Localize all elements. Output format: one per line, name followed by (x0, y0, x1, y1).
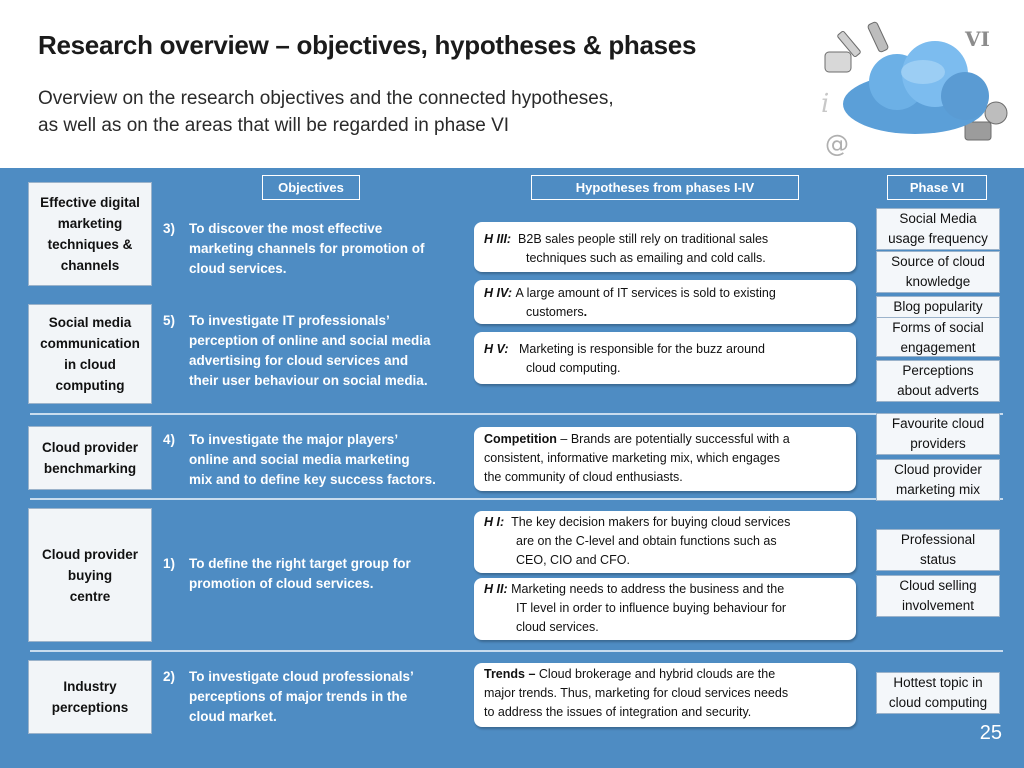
objective-number: 2) (163, 669, 176, 684)
objective-text: To discover the most effective (189, 221, 383, 236)
hypothesis-h4 (474, 280, 856, 324)
category-label: channels (60, 258, 120, 273)
phase-item-text: Hottest topic in (893, 675, 983, 690)
objective-number: 5) (163, 313, 176, 328)
phase-header: Phase VI (887, 175, 987, 200)
objectives-header: Objectives (262, 175, 360, 200)
phase-item-text: Perceptions (902, 363, 974, 378)
camera-icon (965, 122, 991, 140)
objective-text: advertising for cloud services and (189, 353, 409, 368)
phase-item-hottest-topic (876, 672, 1000, 714)
objective-number: 4) (163, 432, 176, 447)
phase-item-text: involvement (901, 598, 975, 613)
objective-4 (163, 430, 459, 490)
at-sign-icon: @ (825, 130, 849, 158)
phase-item-text: Cloud selling (899, 578, 977, 593)
category-label: Cloud provider (41, 440, 138, 455)
hypothesis-text: A large amount of IT services is sold to existing (515, 286, 776, 300)
hypothesis-text: the community of cloud enthusiasts. (484, 470, 683, 484)
objective-5 (163, 311, 459, 391)
objective-1 (163, 554, 459, 594)
hypothesis-h5 (474, 332, 856, 384)
objective-text: cloud services. (189, 261, 287, 276)
hypothesis-text: cloud computing. (526, 361, 621, 375)
objective-text: their user behaviour on social media. (189, 373, 428, 388)
category-label: benchmarking (43, 461, 137, 476)
hypothesis-text: Cloud brokerage and hybrid clouds are the (535, 667, 776, 681)
info-icon: i (821, 89, 830, 119)
hypothesis-label: H I: (484, 515, 505, 529)
objective-text: perceptions of major trends in the (189, 689, 408, 704)
hypothesis-h2 (474, 578, 856, 640)
hypothesis-text: customers (526, 305, 584, 319)
cloud-illustration (815, 12, 1020, 162)
category-label: in cloud (64, 357, 116, 372)
phase-item-blog-popularity (876, 296, 1000, 318)
section-divider (30, 650, 873, 652)
phase-item-source-knowledge (876, 251, 1000, 293)
phase-item-text: status (919, 552, 957, 567)
hypothesis-text: consistent, informative marketing mix, which engages (484, 451, 780, 465)
category-benchmarking (28, 426, 152, 490)
hypothesis-trends (474, 663, 856, 727)
section-divider (30, 498, 873, 500)
phase-item-text: engagement (900, 340, 976, 355)
phase-item-favourite-providers (876, 413, 1000, 455)
section-divider (873, 650, 1003, 652)
hypothesis-text: Marketing needs to address the business and the (511, 582, 785, 596)
phase-item-text: about adverts (897, 383, 979, 398)
hypothesis-text: CEO, CIO and CFO. (516, 553, 630, 567)
hypothesis-h1 (474, 511, 856, 573)
objective-text: To define the right target group for (189, 556, 411, 571)
category-label: marketing (57, 216, 123, 231)
hypothesis-text: The key decision makers for buying cloud services (511, 515, 791, 529)
phase-item-text: Professional (900, 532, 976, 547)
cloud-shape (843, 41, 989, 134)
hypothesis-text: to address the issues of integration and security. (484, 705, 752, 719)
objective-text: To investigate IT professionals’ (189, 313, 390, 328)
hypothesis-label: Trends – (484, 667, 536, 681)
category-digital-marketing (28, 182, 152, 286)
objective-text: mix and to define key success factors. (189, 472, 436, 487)
phase-item-text: Forms of social (892, 320, 984, 335)
category-buying-centre (28, 508, 152, 642)
phase-item-social-media-usage (876, 208, 1000, 250)
subtitle-line: Overview on the research objectives and the connected hypotheses, (38, 88, 614, 109)
phase-item-text: cloud computing (888, 695, 988, 710)
page-number: 25 (979, 722, 1002, 744)
phase-item-provider-marketing-mix (876, 459, 1000, 501)
phase-item-text: providers (910, 436, 966, 451)
hypothesis-h3 (474, 222, 856, 272)
gear-icon (985, 102, 1007, 124)
objective-text: perception of online and social media (189, 333, 431, 348)
hypothesis-text: B2B sales people still rely on traditional sales (518, 232, 769, 246)
hypothesis-competition (474, 427, 856, 491)
slide-subtitle (38, 85, 798, 139)
hypothesis-label: Competition (484, 432, 557, 446)
phase-item-text: usage frequency (888, 231, 988, 246)
hypothesis-label: H II: (484, 582, 508, 596)
objective-text: To investigate cloud professionals’ (189, 669, 414, 684)
objective-text: cloud market. (189, 709, 277, 724)
objective-text: marketing channels for promotion of (189, 241, 425, 256)
hypotheses-header: Hypotheses from phases I-IV (531, 175, 799, 200)
objective-text: promotion of cloud services. (189, 576, 374, 591)
objective-2 (163, 667, 459, 727)
wrench-icon (867, 21, 889, 52)
phase-item-text: marketing mix (895, 482, 981, 497)
hypothesis-label: H III: (484, 232, 512, 246)
hypothesis-text: are on the C-level and obtain functions such as (516, 534, 777, 548)
hypothesis-label: H IV: (484, 286, 513, 300)
category-label: buying (67, 567, 113, 583)
category-label: Industry (63, 679, 117, 694)
hypothesis-text: . (583, 305, 588, 319)
category-label: perceptions (51, 700, 129, 715)
objective-text: To investigate the major players’ (189, 432, 399, 447)
phase-item-text: Favourite cloud (891, 416, 985, 431)
hypothesis-text: IT level in order to influence buying behaviour for (516, 601, 787, 615)
category-social-media (28, 304, 152, 404)
objective-number: 3) (163, 221, 176, 236)
phase-item-text: Source of cloud (891, 254, 985, 269)
phase-item-text: Cloud provider (894, 462, 982, 477)
objective-3 (163, 219, 459, 279)
hypothesis-text: – Brands are potentially successful with a (556, 432, 790, 446)
cursor-hand-icon (825, 52, 851, 72)
subtitle-line: as well as on the areas that will be regarded in phase VI (38, 115, 510, 136)
category-label: Cloud provider (41, 546, 138, 562)
category-label: communication (40, 336, 140, 351)
category-label: computing (55, 378, 125, 393)
category-industry-perceptions (28, 660, 152, 734)
phase-item-professional-status (876, 529, 1000, 571)
hypothesis-text: techniques such as emailing and cold calls. (526, 251, 766, 265)
hypothesis-label: H V: (484, 342, 509, 356)
phase-item-social-engagement (876, 317, 1000, 357)
phase-item-text: Blog popularity (893, 299, 983, 314)
phase-item-selling-involvement (876, 575, 1000, 617)
phase-item-text: knowledge (905, 274, 971, 289)
phase-item-perceptions-adverts (876, 360, 1000, 402)
category-label: Social media (48, 315, 132, 330)
objective-text: online and social media marketing (189, 452, 410, 467)
category-label: Effective digital (40, 195, 140, 210)
hypothesis-text: Marketing is responsible for the buzz around (518, 342, 765, 356)
hypothesis-text: cloud services. (516, 620, 599, 634)
objective-number: 1) (163, 556, 176, 571)
slide-title: Research overview – objectives, hypotheses & phases (38, 30, 697, 60)
hypothesis-text: major trends. Thus, marketing for cloud services needs (484, 686, 789, 700)
section-divider (30, 413, 873, 415)
category-label: techniques & (47, 237, 133, 252)
roman-numeral-icon: VI (965, 27, 990, 51)
phase-item-text: Social Media (899, 211, 977, 226)
category-label: centre (69, 588, 111, 604)
